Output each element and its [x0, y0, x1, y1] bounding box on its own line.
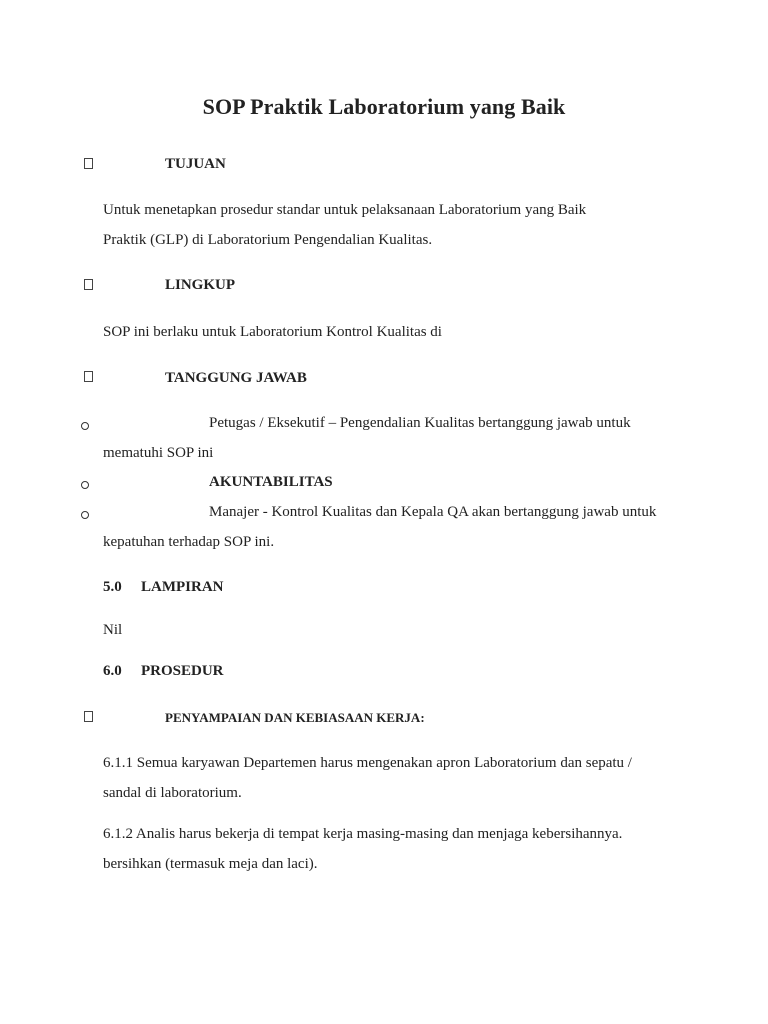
- responsibility-item-line2: mematuhi SOP ini: [103, 445, 214, 461]
- section-number-lampiran: 5.0: [103, 579, 122, 595]
- paragraph-6-1-1-line2: sandal di laboratorium.: [103, 785, 242, 801]
- paragraph-6-1-2-line1: 6.1.2 Analis harus bekerja di tempat kerja masing-masing dan menjaga kebersihannya.: [103, 826, 623, 842]
- missing-glyph-box-icon: [84, 279, 93, 290]
- missing-glyph-box-icon: [84, 711, 93, 722]
- section-heading-tujuan: TUJUAN: [165, 156, 226, 172]
- responsibility-item-line1: Petugas / Eksekutif – Pengendalian Kualitas bertanggung jawab untuk: [209, 415, 631, 431]
- accountability-item-line2: kepatuhan terhadap SOP ini.: [103, 534, 275, 550]
- document-title: SOP Praktik Laboratorium yang Baik: [202, 94, 566, 119]
- subsection-heading-penyampaian: PENYAMPAIAN DAN KEBIASAAN KERJA:: [165, 710, 425, 725]
- circle-bullet-icon: [81, 422, 89, 430]
- accountability-heading: AKUNTABILITAS: [209, 474, 333, 490]
- circle-bullet-icon: [81, 481, 89, 489]
- paragraph-6-1-1-line1: 6.1.1 Semua karyawan Departemen harus mengenakan apron Laboratorium dan sepatu /: [103, 755, 632, 771]
- lingkup-text: SOP ini berlaku untuk Laboratorium Kontrol Kualitas di: [103, 324, 442, 340]
- section-number-prosedur: 6.0: [103, 663, 122, 679]
- tujuan-text-line2: Praktik (GLP) di Laboratorium Pengendalian Kualitas.: [103, 232, 433, 248]
- lampiran-text: Nil: [103, 622, 123, 638]
- section-heading-lampiran: LAMPIRAN: [141, 579, 224, 595]
- section-heading-prosedur: PROSEDUR: [141, 663, 224, 679]
- section-heading-tanggung-jawab: TANGGUNG JAWAB: [165, 370, 307, 386]
- circle-bullet-icon: [81, 511, 89, 519]
- tujuan-text-line1: Untuk menetapkan prosedur standar untuk pelaksanaan Laboratorium yang Baik: [103, 202, 587, 218]
- section-heading-lingkup: LINGKUP: [165, 277, 236, 293]
- accountability-item-line1: Manajer - Kontrol Kualitas dan Kepala QA akan bertanggung jawab untuk: [209, 504, 657, 520]
- missing-glyph-box-icon: [84, 158, 93, 169]
- missing-glyph-box-icon: [84, 371, 93, 382]
- paragraph-6-1-2-line2: bersihkan (termasuk meja dan laci).: [103, 856, 318, 872]
